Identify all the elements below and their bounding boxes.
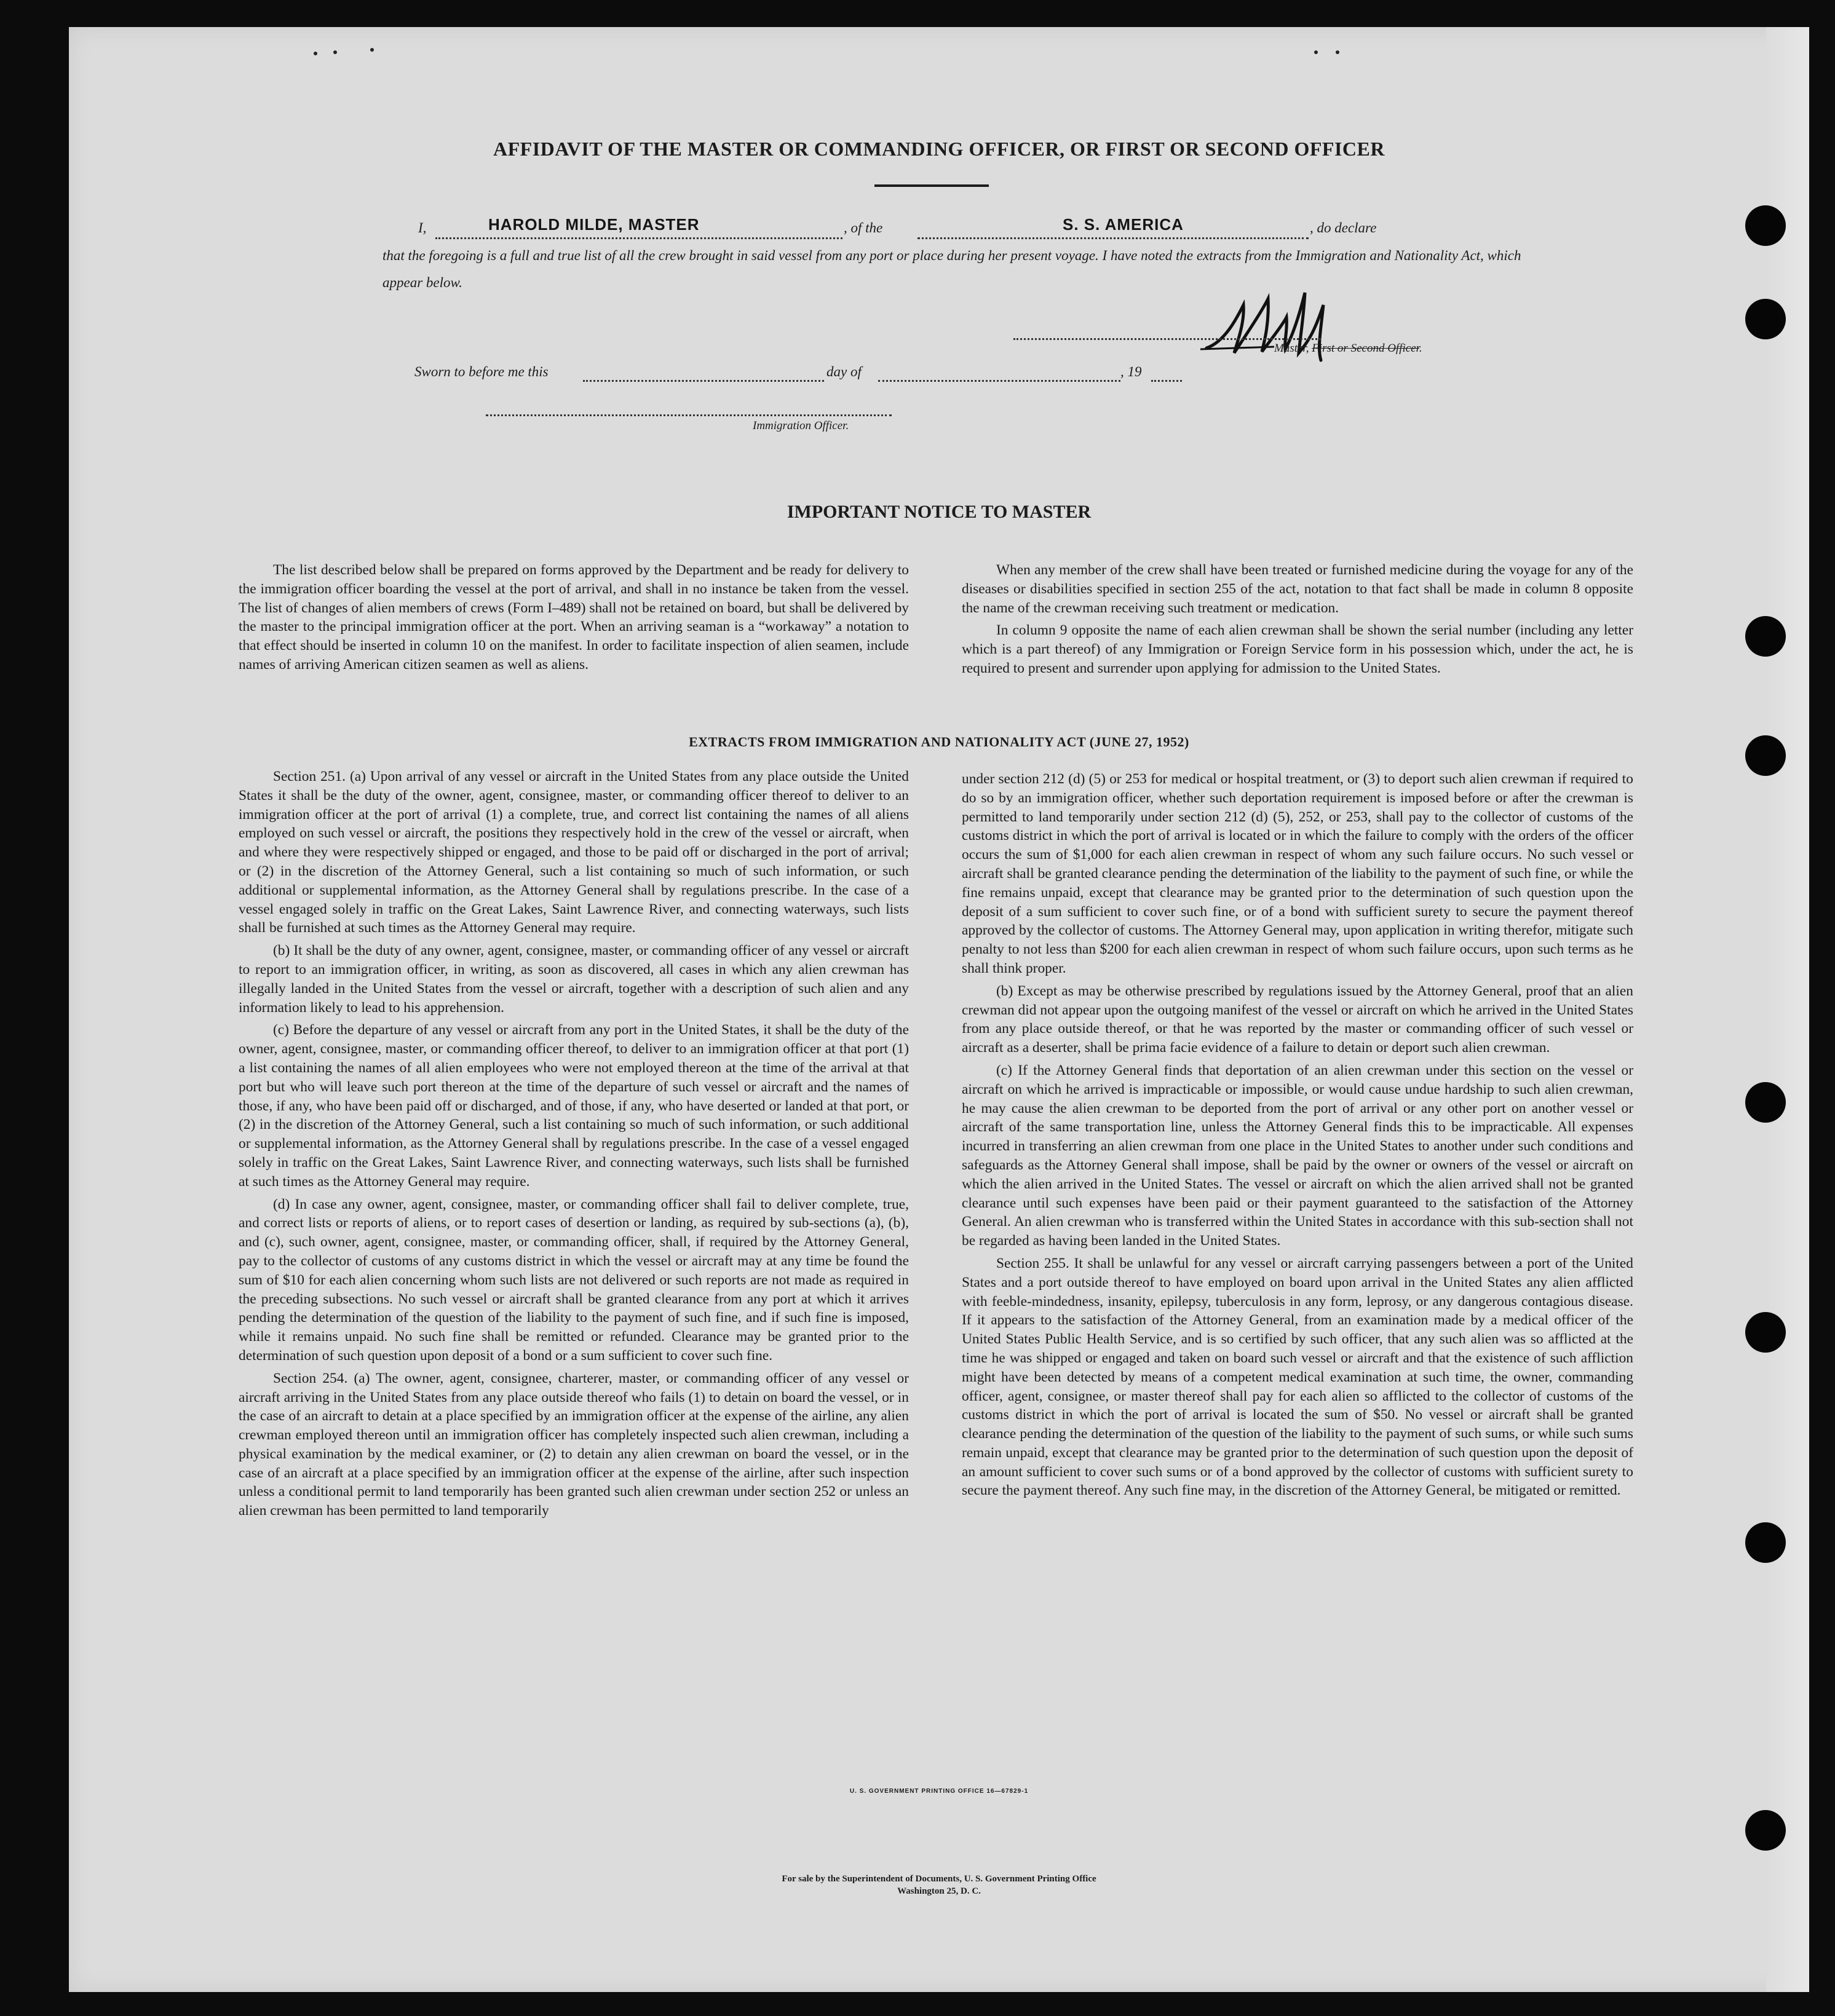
notice-heading: IMPORTANT NOTICE TO MASTER xyxy=(787,502,1092,522)
affidavit-title: AFFIDAVIT OF THE MASTER OR COMMANDING OFFICER, OR FIRST OR SECOND OFFICER xyxy=(493,138,1385,160)
notice-left-paragraph: The list described below shall be prepared on forms approved by the Department and be ready for delivery to the immigration officer boarding the vessel at the port of arrival, and shall in no instance be taken from the vessel. The list of changes of alien members of crews (Form I–489) shall not be retained on board, but shall be delivered by the master to the principal immigration officer at the port. When an arriving seaman is a “workaway” a notation to that effect should be inserted in column 10 on the manifest. In order to facilitate inspection of alien seamen, include names of arriving American citizen seamen as well as aliens. xyxy=(239,562,909,673)
year-label: , 19 xyxy=(1120,364,1142,379)
extract-paragraph: (d) In case any owner, agent, consignee, master, or commanding officer shall fail to deliver complete, true, and correct lists or reports of aliens, or to report cases of desertion or landing, as required by sub-sections (a), (b), and (c), such owner, agent, consignee, master, or commanding officer, shall, if required by the Attorney General, pay to the collector of customs of any customs district in which the vessel or aircraft may at any time be found the sum of $10 for each alien concerning whom such lists are not delivered or such reports are not made as required in the preceding subsections. No such vessel or aircraft shall be granted clearance from any port at which it arrives pending the determination of the question of the liability to the payment of such fine, and if such fine is imposed, while it remains unpaid. No such fine shall be remitted or refunded. Clearance may be granted prior to the determination of such question upon deposit of a bond or a sum sufficient to cover such fine. xyxy=(239,1196,909,1364)
master-caption: Master, First or Second Officer. xyxy=(1274,342,1422,355)
extract-paragraph: (b) Except as may be otherwise prescribed by regulations issued by the Attorney General, proof that an alien crewman did not appear upon the outgoing manifest of the vessel or aircraft on which he arrived in the United States from any place outside thereof, or that he was reported by the master or commanding officer of such vessel or aircraft as a deserter, shall be prima facie evidence of a failure to detain or deport such alien crewman. xyxy=(962,982,1633,1056)
printer-line: U. S. GOVERNMENT PRINTING OFFICE 16—67829-1 xyxy=(849,1788,1029,1795)
sworn-month-line xyxy=(878,380,1120,382)
punch-hole xyxy=(1745,1312,1786,1353)
title-rule xyxy=(874,184,989,187)
extracts-heading: EXTRACTS FROM IMMIGRATION AND NATIONALITY ACT (JUNE 27, 1952) xyxy=(689,734,1189,749)
extract-paragraph: Section 255. It shall be unlawful for any vessel or aircraft carrying passengers between a port of the United States and a port outside thereof to have employed on board upon arrival in the United States any alien afflicted with feeble-mindedness, insanity, epilepsy, tuberculosis in any form, leprosy, or any dangerous contagious disease. If it appears to the satisfaction of the Attorney General, from an examination made by a medical officer of the United States Public Health Service, and is so certified by such officer, that any such alien was so afflicted at the time he was shipped or engaged and taken on board such vessel or aircraft and that the existence of such affliction might have been detected by means of a competent medical examination at such time, the owner, commanding officer, agent, consignee, or master thereof shall pay for each alien so afflicted to the collector of customs of the customs district in which the port of arrival is located the sum of $50. No vessel or aircraft shall be granted clearance pending the determination of the question of the liability to the payment of such sums, or while such sums remain unpaid, except that clearance may be granted prior to the determination of such question upon the deposit of an amount sufficient to cover such sums or of a bond approved by the collector of customs with sufficient surety to secure the payment thereof. Any such fine may, in the discretion of the Attorney General, be mitigated or remitted. xyxy=(962,1255,1633,1499)
punch-hole xyxy=(1745,1810,1786,1851)
extract-paragraph: Section 254. (a) The owner, agent, consignee, charterer, master, or commanding officer of any vessel or aircraft arriving in the United States from any place outside thereof who fails (1) to detain on board the vessel, or in the case of an aircraft to detain at a place specified by an immigration officer at the expense of the airline, any alien crewman employed thereon until an immigration officer has completely inspected such alien crewman, including a physical examination by the medical examiner, or (2) to detain any alien crewman on board the vessel, or in the case of an aircraft at a place specified by an immigration officer at the expense of the airline, after such inspection unless a conditional permit to land temporarily has been granted such alien crewman under section 252 or unless an alien crewman has been permitted to land temporarily xyxy=(239,1370,909,1519)
of-the-label: , of the xyxy=(844,220,883,235)
extract-paragraph: (b) It shall be the duty of any owner, agent, consignee, master, or commanding officer of any vessel or aircraft to report to an immigration officer, in writing, as soon as discovered, all cases in which any alien crewman has illegally landed in the United States from the vessel or aircraft, together with a description of such alien and any information likely to lead to his apprehension. xyxy=(239,943,909,1016)
extracts-right-column xyxy=(962,770,1633,1500)
punch-hole xyxy=(1745,1522,1786,1563)
notice-left-column xyxy=(239,561,909,674)
extract-paragraph: (c) Before the departure of any vessel or aircraft from any port in the United States, it shall be the duty of the owner, agent, consignee, master, or commanding officer thereof, to deliver to an immigration officer at that port (1) a list containing the names of all alien employees who were not employed thereon at the time of the arrival at that port but who will leave such port thereon at the time of the departure of such vessel or aircraft and the names of those, if any, who have been paid off or discharged, and of those, if any, who have deserted or landed at that port, or (2) in the discretion of the Attorney General, such a list containing so much of such information, or such additional or supplemental information, as the Attorney General shall by regulations prescribe. In the case of a vessel engaged solely in traffic on the Great Lakes, Saint Lawrence River, and connecting waterways, such lists shall be furnished at such times as the Attorney General may require. xyxy=(239,1022,909,1190)
sworn-label: Sworn to before me this xyxy=(414,364,549,379)
extract-paragraph: (c) If the Attorney General finds that deportation of an alien crewman under this section on the vessel or aircraft on which he arrived is impracticable or impossible, or would cause undue hardship to such alien crewman, he may cause the alien crewman to be deported from the port of arrival or any other port on another vessel or aircraft of the same transportation line, unless the Attorney General finds this to be impracticable. All expenses incurred in transferring an alien crewman from one place in the United States to another under such conditions and safeguards as the Attorney General shall impose, shall be paid by the owner or owners of the vessel or aircraft on which the alien arrived in the United States. The vessel or aircraft on which the alien arrived shall not be granted clearance until such expenses have been paid or their payment guaranteed to the satisfaction of the Attorney General. An alien crewman who is transferred within the United States in accordance with this sub-section shall not be regarded as having been landed in the United States. xyxy=(962,1062,1633,1249)
punch-hole xyxy=(1745,299,1786,339)
punch-hole xyxy=(1745,616,1786,657)
master-name-field[interactable]: HAROLD MILDE, MASTER xyxy=(488,215,700,234)
punch-hole xyxy=(1745,205,1786,246)
immigration-officer-caption: Immigration Officer. xyxy=(753,419,849,432)
notice-right-paragraph-1: When any member of the crew shall have been treated or furnished medicine during the voyage for any of the diseases or disabilities specified in section 255 of the act, notation to that fact shall be made in column 8 opposite the name of the crewman receiving such treatment or medication. xyxy=(962,562,1633,616)
day-of-label: day of xyxy=(826,364,862,379)
sworn-day-line xyxy=(583,380,824,382)
punch-hole xyxy=(1745,1082,1786,1123)
struck-caption: First or Second Officer xyxy=(1312,342,1419,355)
vessel-field-line xyxy=(918,237,1309,239)
master-signature xyxy=(1200,280,1360,373)
signature-line xyxy=(1013,338,1321,340)
name-field-line xyxy=(435,237,842,239)
form-page xyxy=(69,27,1809,1992)
notice-right-column xyxy=(962,561,1633,678)
vessel-name-field[interactable]: S. S. AMERICA xyxy=(1063,215,1184,234)
extract-paragraph: under section 212 (d) (5) or 253 for medical or hospital treatment, or (3) to deport such alien crewman if required to do so by an immigration officer, whether such deportation requirement is imposed before or after the crewman is permitted to land temporarily under section 212 (d) (5), 252, or 253, shall pay to the collector of customs of the customs district in which the port of arrival is located or in which the failure to comply with the orders of the officer occurs the sum of $1,000 for each alien crewman in respect of whom any such failure occurs. No such vessel or aircraft shall be granted clearance pending the determination of the liability to the payment of such fine, or while the fine remains unpaid, except that clearance may be granted prior to the determination of such question upon the deposit of a sum sufficient to cover such fine, or of a bond with sufficient surety to secure the payment thereof approved by the collector of customs. The Attorney General may, upon application in writing therefor, mitigate such penalty to not less than $200 for each alien crewman in respect of whom such failure occurs, upon such terms as he shall think proper. xyxy=(962,771,1633,976)
footer-text: For sale by the Superintendent of Documents, U. S. Government Printing Office Washington 25, D. C. xyxy=(782,1874,1096,1896)
extracts-left-column xyxy=(239,767,909,1520)
declarant-label: I, xyxy=(418,220,427,235)
officer-signature-line xyxy=(486,414,892,416)
declaration-text: that the foregoing is a full and true list of all the crew brought in said vessel from any port or place during her present voyage. I have noted the extracts from the Immigration and Nationality Act, which appear below. xyxy=(382,248,1521,290)
extract-paragraph: Section 251. (a) Upon arrival of any vessel or aircraft in the United States from any place outside the United States it shall be the duty of the owner, agent, consignee, master, or commanding officer thereof to deliver to an immigration officer at the port of arrival (1) a complete, true, and correct list containing the names of all aliens employed on such vessel or aircraft, the positions they respectively hold in the crew of the vessel or aircraft, when and where they were respectively shipped or engaged, and those to be paid off or discharged in the port of arrival; or (2) in the discretion of the Attorney General, such a list containing so much of such information, or such additional or supplemental information, as the Attorney General shall by regulations prescribe. In the case of a vessel engaged solely in traffic on the Great Lakes, Saint Lawrence River, and connecting waterways, such lists shall be furnished at such times as the Attorney General may require. xyxy=(239,769,909,936)
do-declare-label: , do declare xyxy=(1310,220,1377,235)
sworn-year-line xyxy=(1151,380,1182,382)
notice-right-paragraph-2: In column 9 opposite the name of each alien crewman shall be shown the serial number (including any letter which is a part thereof) of any Immigration or Foreign Service form in his possession which, under the act, he is required to present and surrender upon applying for admission to the United States. xyxy=(962,622,1633,676)
